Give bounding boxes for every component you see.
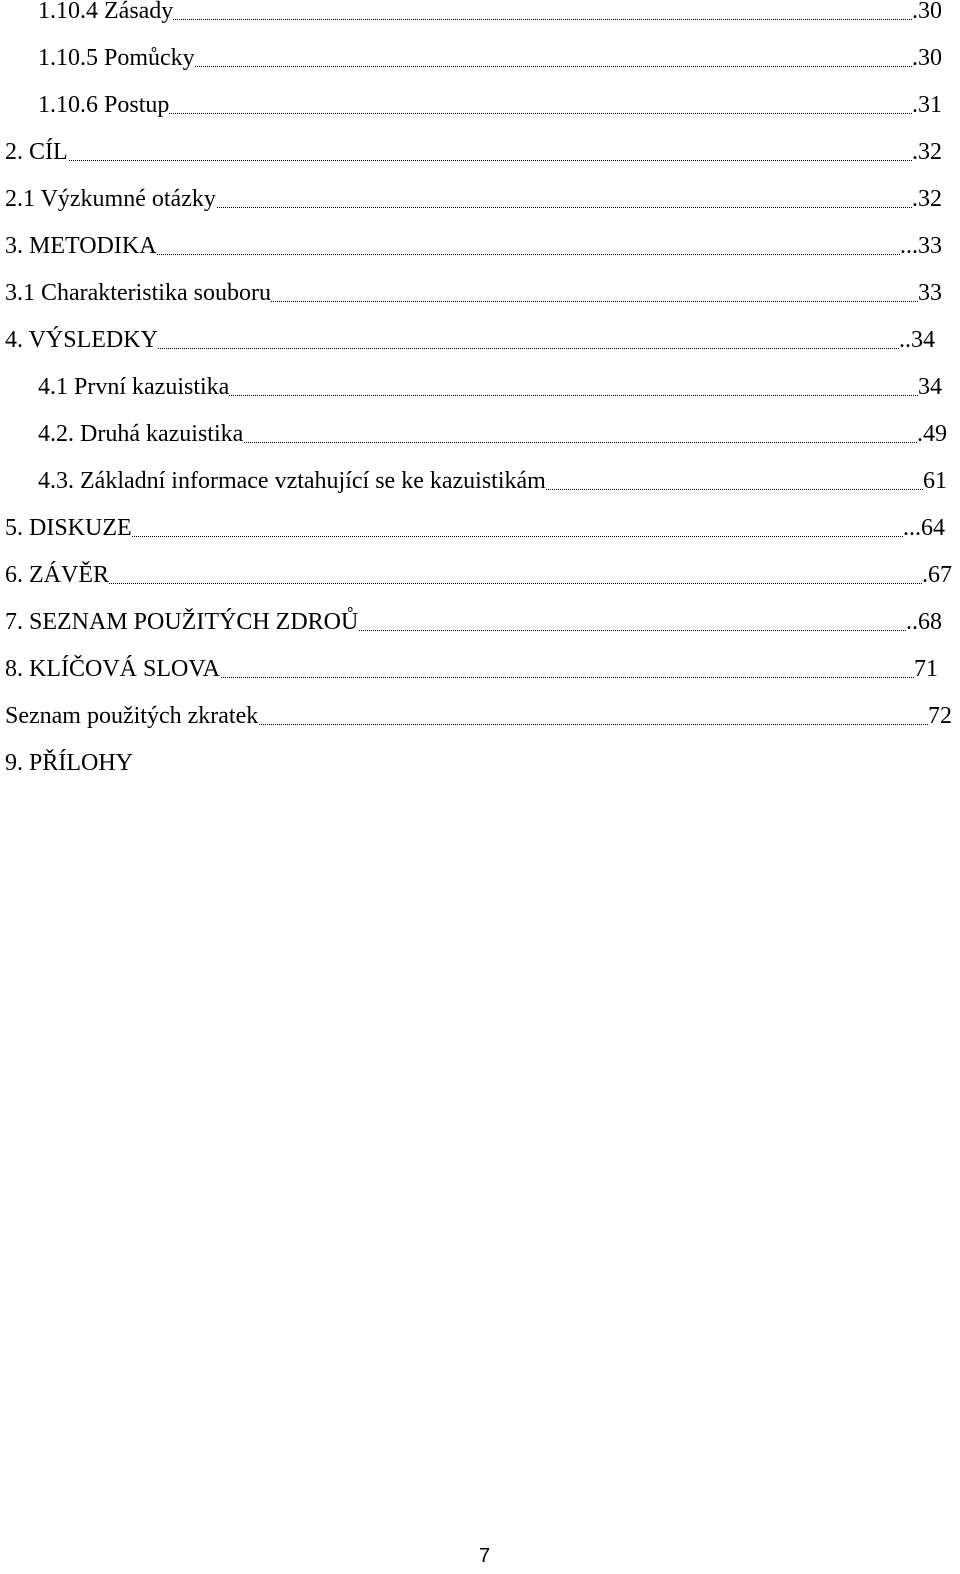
toc-entry[interactable]: [38, 90, 942, 120]
toc-entry-page-number: 64: [921, 515, 945, 541]
toc-entry-page: [899, 325, 935, 355]
toc-entry-page: [900, 231, 942, 261]
toc-entry-label: 4. VÝSLEDKY: [5, 327, 158, 353]
toc-entry[interactable]: [5, 654, 938, 684]
toc-entry-label: 7. SEZNAM POUŽITÝCH ZDROŮ: [5, 609, 359, 635]
toc-entry-label: 4.1 První kazuistika: [38, 374, 230, 400]
toc-entry-label: 9. PŘÍLOHY: [5, 750, 134, 776]
toc-entry-page-number: 33: [918, 233, 942, 259]
toc-entry-page: [914, 654, 938, 684]
toc-entry-page-number: 49: [923, 421, 947, 447]
toc-entry-label: 6. ZÁVĚR: [5, 562, 109, 588]
toc-entry-label: 1.10.4 Zásady: [38, 0, 173, 26]
toc-entry-page: [912, 90, 942, 120]
toc-entry-label: 4.3. Základní informace vztahující se ke kazuistikám: [38, 468, 546, 494]
toc-entry[interactable]: [5, 231, 942, 261]
toc-entry-page-number: 31: [918, 92, 942, 118]
toc-entry-label: 8. KLÍČOVÁ SLOVA: [5, 656, 220, 682]
toc-entry-page-number: 30: [918, 45, 942, 71]
toc-entry[interactable]: [5, 748, 405, 778]
toc-entry-leader-dots: .: [912, 45, 918, 71]
toc-entry[interactable]: [5, 325, 935, 355]
toc-entry-page-number: 32: [918, 139, 942, 165]
toc-entry-page-number: 34: [911, 327, 935, 353]
toc-entry-leader-dots: .: [912, 186, 918, 212]
toc-entry-label: 1.10.6 Postup: [38, 92, 170, 118]
toc-entry-page: [928, 701, 952, 731]
toc-entry-page: [912, 0, 942, 26]
toc-entry[interactable]: [5, 701, 952, 731]
dot-leader: [38, 113, 942, 114]
toc-entry-page: [912, 137, 942, 167]
toc-entry-page-number: 72: [928, 703, 952, 729]
toc-entry[interactable]: [38, 43, 942, 73]
toc-entry-page: [917, 419, 947, 449]
toc-entry[interactable]: [5, 560, 952, 590]
toc-entry-leader-dots: .: [922, 562, 928, 588]
toc-entry[interactable]: [38, 372, 942, 402]
toc-entry-page-number: 68: [918, 609, 942, 635]
dot-leader: [5, 536, 945, 537]
toc-entry-page-number: 33: [918, 280, 942, 306]
toc-entry-page: [903, 513, 945, 543]
toc-entry[interactable]: [38, 466, 947, 496]
toc-entry-page-number: 32: [918, 186, 942, 212]
page-number: 7: [479, 1545, 491, 1567]
toc-entry-leader-dots: .: [912, 0, 918, 24]
toc-entry[interactable]: [38, 419, 947, 449]
toc-entry-page: [922, 560, 952, 590]
toc-entry-page-number: 61: [923, 468, 947, 494]
toc-entry-label: 5. DISKUZE: [5, 515, 132, 541]
toc-entry-label: 2.1 Výzkumné otázky: [5, 186, 216, 212]
toc-entry[interactable]: [5, 184, 942, 214]
toc-entry-leader-dots: .: [912, 139, 918, 165]
toc-entry-page: [918, 372, 942, 402]
toc-entry-page: [906, 607, 942, 637]
toc-entry-page-number: 30: [918, 0, 942, 24]
toc-entry-label: 2. CÍL: [5, 139, 68, 165]
toc-entry-label: 4.2. Druhá kazuistika: [38, 421, 244, 447]
dot-leader: [5, 583, 952, 584]
toc-entry[interactable]: [5, 607, 942, 637]
toc-entry[interactable]: [5, 137, 942, 167]
toc-entry-leader-dots: ..: [906, 609, 918, 635]
toc-entry-label: Seznam použitých zkratek: [5, 703, 259, 729]
toc-entry[interactable]: [38, 0, 942, 26]
toc-entry[interactable]: [5, 513, 945, 543]
toc-entry-page: [923, 466, 947, 496]
toc-entry[interactable]: [5, 278, 942, 308]
toc-entry-leader-dots: ...: [903, 515, 921, 541]
toc-entry-page-number: 34: [918, 374, 942, 400]
toc-entry-leader-dots: .: [912, 92, 918, 118]
dot-leader: [5, 160, 942, 161]
toc-entry-leader-dots: ..: [899, 327, 911, 353]
dot-leader: [38, 19, 942, 20]
toc-entry-page-number: 67: [928, 562, 952, 588]
toc-entry-page: [918, 278, 942, 308]
toc-entry-leader-dots: ...: [900, 233, 918, 259]
toc-entry-leader-dots: .: [917, 421, 923, 447]
toc-entry-label: 3.1 Charakteristika souboru: [5, 280, 271, 306]
toc-entry-page-number: 71: [914, 656, 938, 682]
toc-entry-page: [912, 43, 942, 73]
toc-entry-label: 3. METODIKA: [5, 233, 157, 259]
toc-entry-page: [912, 184, 942, 214]
toc-entry-label: 1.10.5 Pomůcky: [38, 45, 195, 71]
